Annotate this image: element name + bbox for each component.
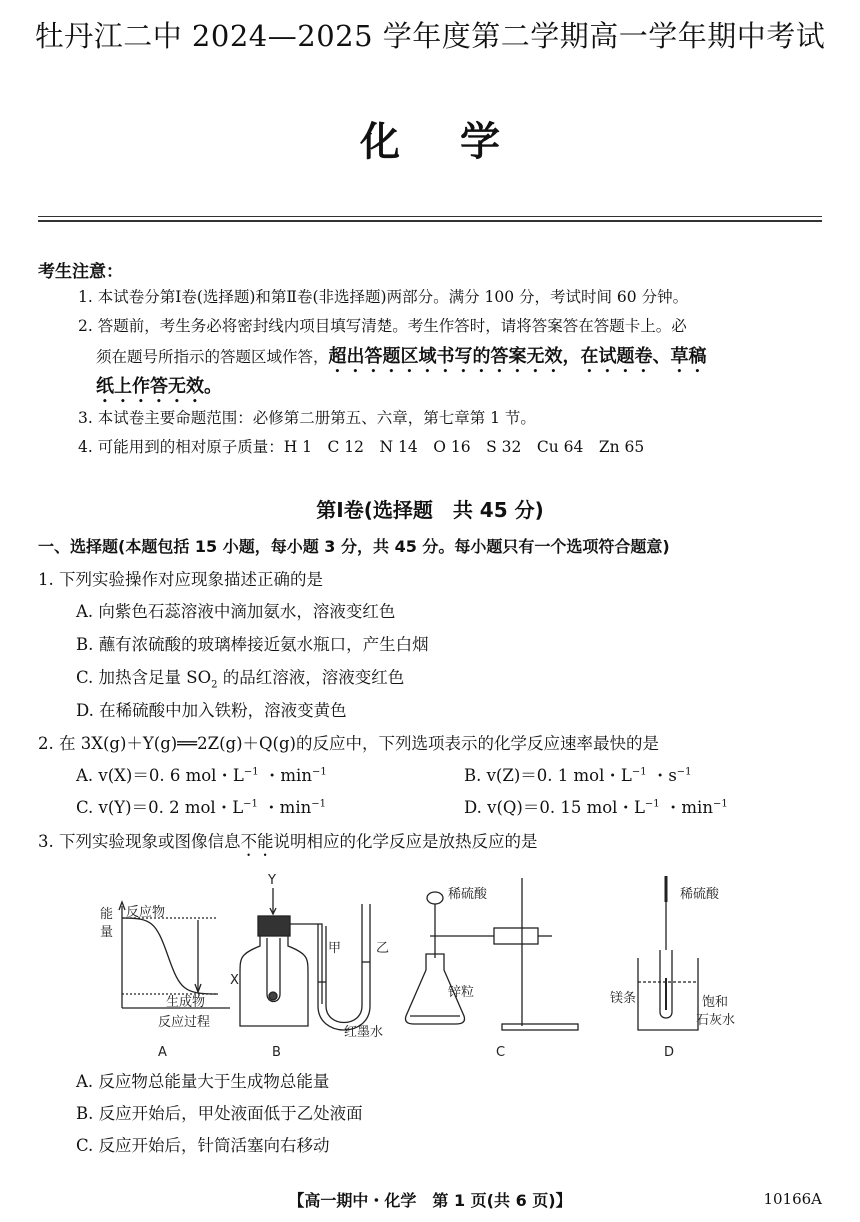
q3-stem-post: 说明相应的化学反应是放热反应的是: [273, 832, 538, 851]
figure-c-caption: C: [496, 1045, 506, 1060]
figure-a-xlabel: 反应过程: [158, 1015, 211, 1030]
q2-option-c: [76, 794, 326, 818]
q2-a-mid: ・min: [258, 766, 312, 785]
q1-option-a: A. 向紫色石蕊溶液中滴加氨水，溶液变红色: [76, 602, 396, 621]
part-heading: 一、选择题(本题包括 15 小题，每小题 3 分，共 45 分。每小题只有一个选项符合题意): [38, 537, 670, 556]
q3-option-c: C. 反应开始后，针筒活塞向右移动: [76, 1136, 330, 1155]
header-rule-bottom: [38, 220, 822, 222]
notice-item-2-end: [78, 372, 846, 407]
header-rule-top: [38, 216, 822, 217]
figure-b-u-tube-inner: [326, 904, 362, 1023]
figure-b-yi-label: 乙: [376, 941, 390, 956]
q2-b-pre: B. v(Z)＝0. 1 mol・L: [464, 766, 632, 785]
figure-a-ylabel-1: 能: [100, 907, 114, 922]
notice-item-2: 2. 答题前，考生务必将密封线内项目填写清楚。考生作答时，请将答案答在答题卡上。必: [78, 317, 687, 335]
figure-a-caption: A: [158, 1045, 167, 1060]
q2-option-a: [76, 762, 327, 786]
exam-code: 10166A: [763, 1190, 822, 1208]
q2-option-b: [464, 762, 692, 786]
q1-option-c-post: 的品红溶液，溶液变红色: [217, 668, 405, 687]
figure-d-beaker: [638, 958, 698, 1030]
notice-item-2-emphasis: 超出答题区域书写的答案无效，在试题卷、草稿: [328, 346, 707, 367]
q2-b-exp2: −1: [676, 766, 692, 778]
figure-d-mg-label: 镁条: [610, 991, 637, 1006]
q2-c-pre: C. v(Y)＝0. 2 mol・L: [76, 798, 244, 817]
notice-item-2-text: 须在题号所指示的答题区域作答，: [96, 348, 329, 366]
q3-stem-emphasis: 不能: [240, 832, 274, 851]
q2-a-exp2: −1: [311, 766, 327, 778]
q3-stem: [38, 828, 538, 860]
q3-option-b: B. 反应开始后，甲处液面低于乙处液面: [76, 1104, 363, 1123]
figure-d-lime-label-1: 饱和: [702, 995, 729, 1010]
q2-d-pre: D. v(Q)＝0. 15 mol・L: [464, 798, 645, 817]
q2-d-mid: ・min: [659, 798, 713, 817]
figure-c-apparatus: [405, 878, 578, 1030]
q1-stem: 1. 下列实验操作对应现象描述正确的是: [38, 570, 323, 589]
figure-a-product-label: 生成物: [166, 995, 206, 1010]
q2-stem: 2. 在 3X(g)＋Y(g)══2Z(g)＋Q(g)的反应中，下列选项表示的化学反应速率最快的是: [38, 734, 659, 753]
figure-c-syringe-barrel: [494, 928, 538, 944]
figure-d-caption: D: [664, 1045, 675, 1060]
q3-figures: [90, 866, 780, 1062]
q2-c-mid: ・min: [257, 798, 312, 817]
figure-b-y-label: Y: [268, 873, 276, 888]
notice-heading: 考生注意：: [38, 262, 123, 282]
figure-b-x-label: X: [230, 973, 239, 988]
figure-d-acid-label: 稀硫酸: [680, 887, 720, 902]
exam-title: 牡丹江二中 2024—2025 学年度第二学期高一学年期中考试: [34, 19, 826, 53]
notice-item-1: 1. 本试卷分第Ⅰ卷(选择题)和第Ⅱ卷(非选择题)两部分。满分 100 分，考试时间 60 分钟。: [78, 288, 689, 306]
figure-a-ylabel-2: 量: [100, 925, 114, 940]
figure-b-ink-label: 红墨水: [344, 1025, 384, 1040]
notice-item-3: 3. 本试卷主要命题范围：必修第二册第五、六章，第七章第 1 节。: [78, 409, 536, 427]
figure-b-x-solid: [269, 992, 277, 1000]
q2-c-exp2: −1: [311, 798, 326, 810]
subject-title: 化学: [360, 118, 560, 165]
figure-b-jia-label: 甲: [328, 941, 342, 956]
figure-b-bottle: [240, 936, 308, 1026]
q1-option-b: B. 蘸有浓硫酸的玻璃棒接近氨水瓶口，产生白烟: [76, 635, 429, 654]
figure-c-stand-base: [502, 1024, 578, 1030]
figure-d-lime-label-2: 石灰水: [696, 1013, 736, 1028]
q1-option-c: [76, 664, 404, 690]
figure-c-funnel: [427, 892, 443, 904]
q2-a-exp1: −1: [243, 766, 259, 778]
figure-a-reactant-label: 反应物: [126, 905, 166, 920]
q1-option-c-sub: 2: [211, 679, 218, 691]
q2-b-exp1: −1: [631, 766, 647, 778]
figure-c-acid-label: 稀硫酸: [448, 887, 488, 902]
q2-d-exp1: −1: [644, 798, 660, 810]
q1-option-d: D. 在稀硫酸中加入铁粉，溶液变黄色: [76, 701, 347, 720]
notice-item-4: 4. 可能用到的相对原子质量：H 1 C 12 N 14 O 16 S 32 Cu 64 Zn 65: [78, 438, 645, 456]
page-footer: 【高一期中・化学 第 1 页(共 6 页)】: [288, 1191, 572, 1210]
figure-c-zinc-label: 锌粒: [448, 985, 475, 1000]
q3-option-a: A. 反应物总能量大于生成物总能量: [76, 1072, 330, 1091]
q2-b-mid: ・s: [646, 766, 677, 785]
q2-d-exp2: −1: [712, 798, 728, 810]
section-title: 第Ⅰ卷(选择题 共 45 分): [316, 498, 544, 522]
figure-b-connector: [290, 924, 322, 1004]
q1-option-c-pre: C. 加热含足量 SO: [76, 668, 212, 687]
figure-b-stopper: [258, 916, 290, 936]
notice-item-2-emphasis-end: 纸上作答无效。: [96, 376, 222, 397]
figure-b-caption: B: [272, 1045, 281, 1060]
figure-a-curve: [122, 918, 218, 994]
q2-a-pre: A. v(X)＝0. 6 mol・L: [76, 766, 244, 785]
q2-option-d: [464, 794, 728, 818]
q2-c-exp1: −1: [243, 798, 258, 810]
figure-b-apparatus: [240, 888, 370, 1030]
q3-stem-pre: 3. 下列实验现象或图像信息: [38, 832, 241, 851]
